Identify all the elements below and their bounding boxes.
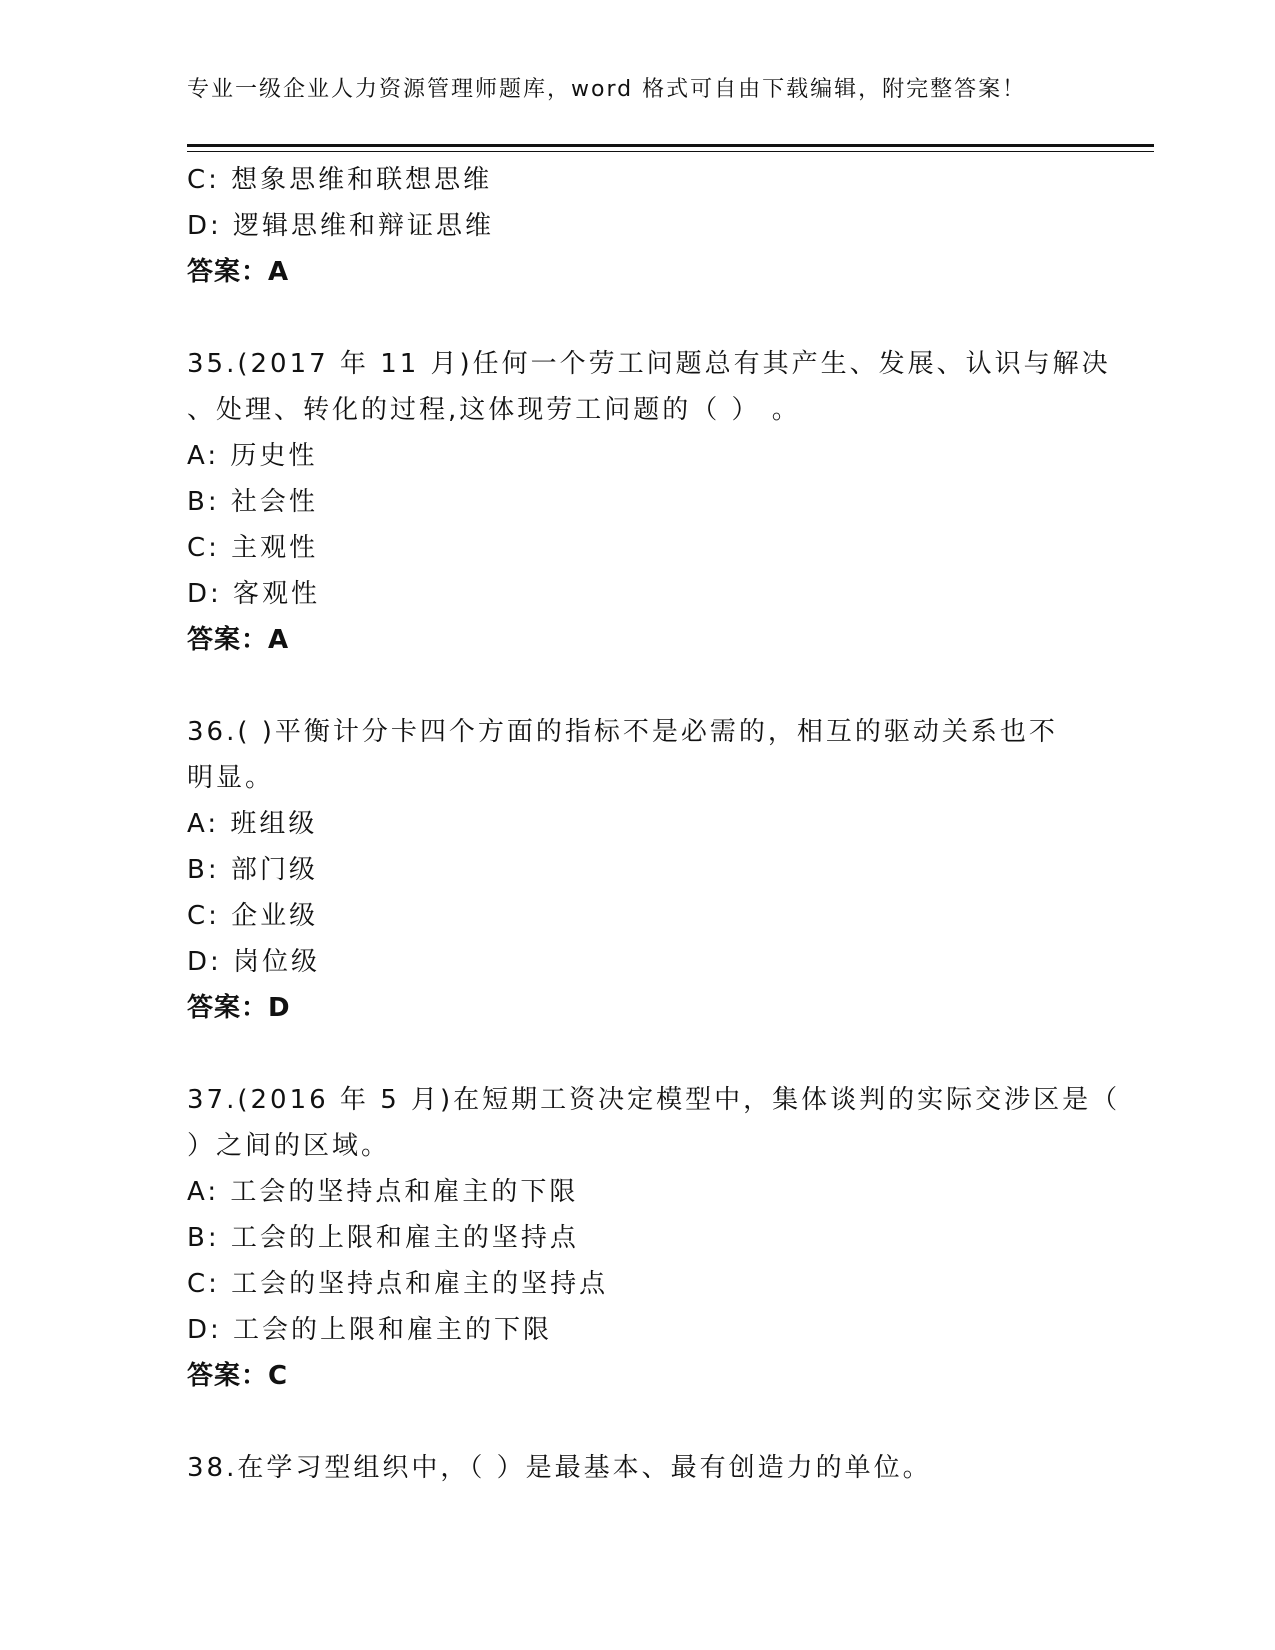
question-35-stem-line-2: 、处理、转化的过程,这体现劳工问题的（ ） 。: [187, 395, 801, 425]
option-a: A: 班组级: [187, 809, 318, 839]
answer: 答案：C: [187, 1361, 289, 1391]
option-c: C: 工会的坚持点和雇主的坚持点: [187, 1269, 609, 1299]
option-d: D: 客观性: [187, 579, 321, 609]
option-a: A: 历史性: [187, 441, 318, 471]
option-b: B: 社会性: [187, 487, 318, 517]
question-36-stem-line-1: 36.( )平衡计分卡四个方面的指标不是必需的，相互的驱动关系也不: [187, 717, 1058, 747]
header-rule-thick: [187, 144, 1154, 147]
option-c: C: 想象思维和联想思维: [187, 165, 493, 195]
question-35-stem-line-1: 35.(2017 年 11 月)任何一个劳工问题总有其产生、发展、认识与解决: [187, 349, 1111, 379]
question-38-stem-line-1: 38.在学习型组织中，（ ）是最基本、最有创造力的单位。: [187, 1453, 932, 1483]
answer: 答案：A: [187, 257, 290, 287]
option-d: D: 工会的上限和雇主的下限: [187, 1315, 553, 1345]
question-37-stem-line-2: ）之间的区域。: [187, 1131, 391, 1161]
header-rule-thin: [187, 151, 1154, 152]
option-c: C: 主观性: [187, 533, 319, 563]
option-d: D: 逻辑思维和辩证思维: [187, 211, 495, 241]
answer: 答案：D: [187, 993, 291, 1023]
option-b: B: 部门级: [187, 855, 318, 885]
document-header: 专业一级企业人力资源管理师题库，word 格式可自由下载编辑，附完整答案！: [187, 77, 1027, 102]
answer: 答案：A: [187, 625, 290, 655]
question-37-stem-line-1: 37.(2016 年 5 月)在短期工资决定模型中，集体谈判的实际交涉区是（: [187, 1085, 1121, 1115]
option-b: B: 工会的上限和雇主的坚持点: [187, 1223, 579, 1253]
option-a: A: 工会的坚持点和雇主的下限: [187, 1177, 579, 1207]
question-36-stem-line-2: 明显。: [187, 763, 275, 793]
question-content: [187, 157, 1121, 1491]
option-c: C: 企业级: [187, 901, 319, 931]
option-d: D: 岗位级: [187, 947, 321, 977]
